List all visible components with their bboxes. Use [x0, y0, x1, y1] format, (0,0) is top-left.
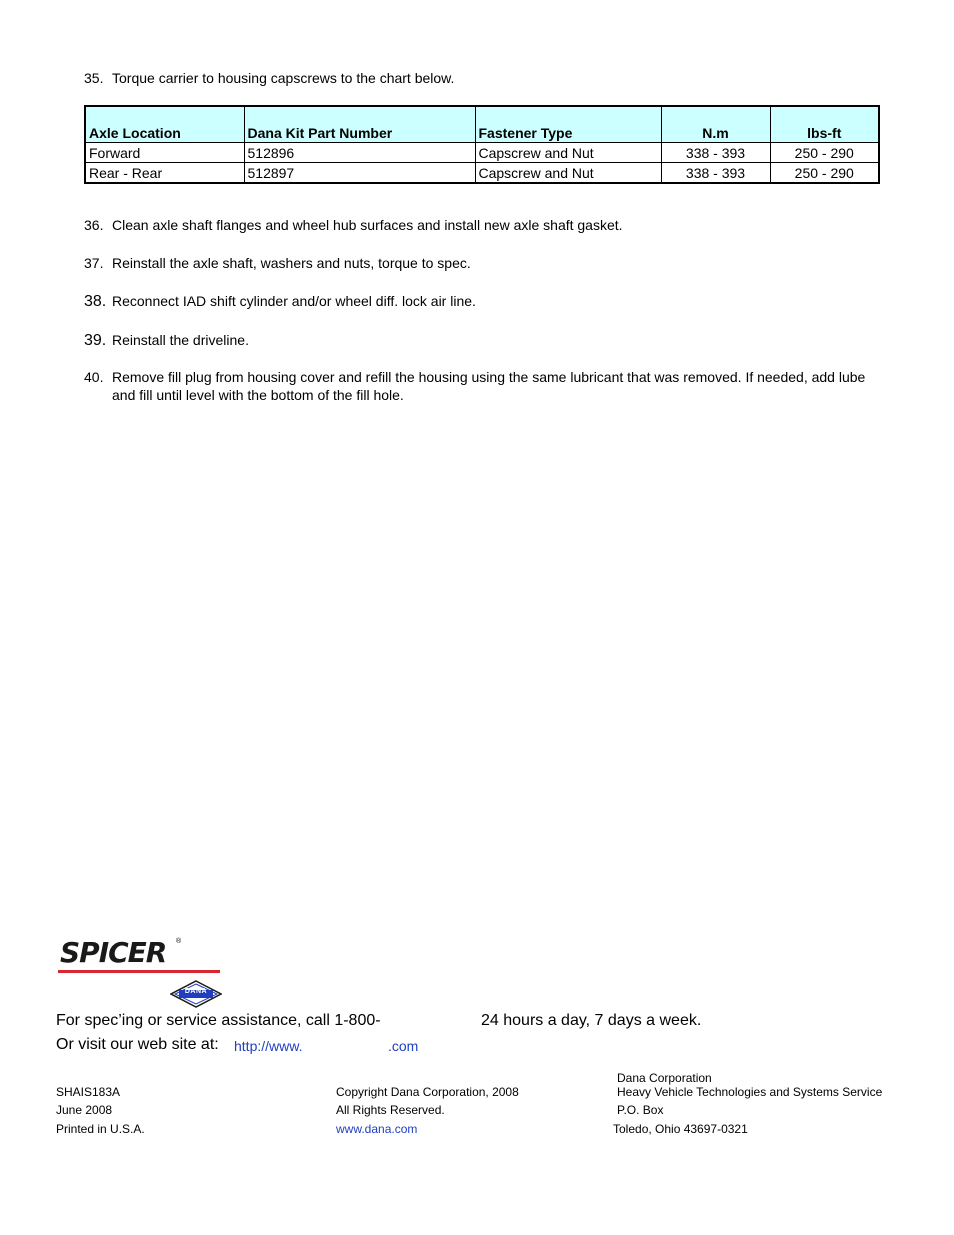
step-text: Clean axle shaft flanges and wheel hub surfaces and install new axle shaft gasket.	[112, 217, 623, 233]
cell-fastener-type: Capscrew and Nut	[475, 143, 661, 163]
dana-logo	[170, 980, 222, 1008]
city-address: Toledo, Ohio 43697-0321	[613, 1122, 748, 1136]
header-fastener-type: Fastener Type	[475, 106, 661, 143]
assist-visit-text: Or visit our web site at:	[56, 1036, 219, 1053]
po-box: P.O. Box	[617, 1103, 664, 1117]
step-text: Reinstall the axle shaft, washers and nuts, torque to spec.	[112, 255, 471, 271]
table-header-row	[85, 106, 879, 143]
doc-date: June 2008	[56, 1103, 113, 1117]
rights-reserved: All Rights Reserved.	[336, 1103, 445, 1117]
dana-website-link[interactable]: www.dana.com	[336, 1122, 418, 1136]
header-axle-location: Axle Location	[85, 106, 244, 143]
table-row	[85, 163, 879, 184]
doc-number: SHAIS183A	[56, 1085, 121, 1099]
division-name: Heavy Vehicle Technologies and Systems Service	[617, 1085, 883, 1099]
step-number: 35.	[84, 70, 104, 86]
cell-lbs-ft: 250 - 290	[770, 143, 879, 163]
spicer-logo-text: SPICER	[60, 936, 167, 969]
step-38	[84, 292, 476, 311]
step-number: 39.	[84, 332, 107, 349]
cell-axle-location: Forward	[85, 143, 244, 163]
step-number: 38.	[84, 293, 107, 310]
assist-hours-text: 24 hours a day, 7 days a week.	[481, 1012, 702, 1029]
cell-part-number: 512897	[244, 163, 475, 184]
step-text: Remove fill plug from housing cover and refill the housing using the same lubricant that was removed. If needed, add lube and fill until level with the bottom of the fill hole.	[112, 369, 866, 403]
cell-fastener-type: Capscrew and Nut	[475, 163, 661, 184]
red-rule	[58, 970, 220, 973]
cell-nm: 338 - 393	[661, 163, 770, 184]
step-37	[84, 254, 471, 272]
company-name: Dana Corporation	[617, 1071, 712, 1085]
copyright: Copyright Dana Corporation, 2008	[336, 1085, 519, 1099]
cell-part-number: 512896	[244, 143, 475, 163]
header-lbs-ft: lbs-ft	[770, 106, 879, 143]
step-text: Reconnect IAD shift cylinder and/or wheel diff. lock air line.	[112, 293, 476, 309]
step-39	[84, 331, 249, 350]
spicer-logo	[58, 936, 223, 976]
step-text: Reinstall the driveline.	[112, 332, 249, 348]
torque-table	[84, 105, 880, 184]
website-link-prefix[interactable]: http://www.	[234, 1038, 303, 1054]
website-link-suffix[interactable]: .com	[388, 1038, 419, 1054]
cell-axle-location: Rear - Rear	[85, 163, 244, 184]
cell-lbs-ft: 250 - 290	[770, 163, 879, 184]
table-row	[85, 143, 879, 163]
registered-mark: ®	[176, 938, 182, 945]
step-text: Torque carrier to housing capscrews to the chart below.	[112, 70, 455, 86]
dana-logo-text: DANA	[184, 988, 208, 995]
step-35	[84, 69, 455, 87]
step-40	[84, 368, 866, 403]
assist-call-text: For spec’ing or service assistance, call 1-800-	[56, 1012, 381, 1029]
header-dana-kit-part-number: Dana Kit Part Number	[244, 106, 475, 143]
step-number: 37.	[84, 255, 104, 271]
step-36	[84, 216, 623, 234]
printed-in: Printed in U.S.A.	[56, 1122, 145, 1136]
header-nm: N.m	[661, 106, 770, 143]
step-number: 40.	[84, 369, 104, 385]
cell-nm: 338 - 393	[661, 143, 770, 163]
step-number: 36.	[84, 217, 104, 233]
